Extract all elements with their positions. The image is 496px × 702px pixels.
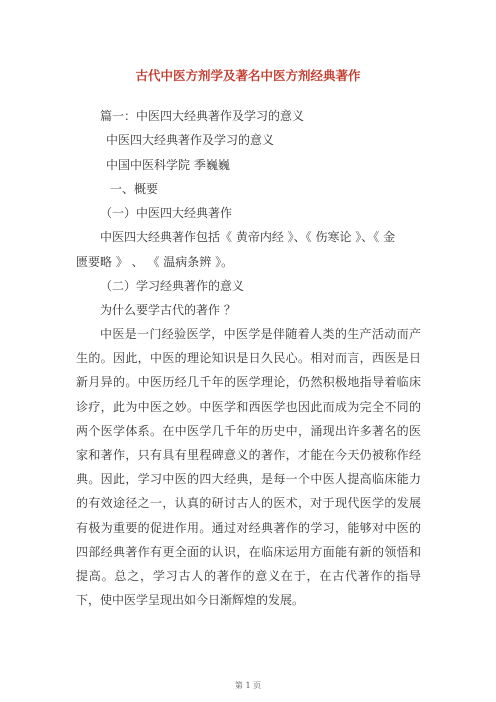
- section-heading: 一、概要: [110, 182, 159, 196]
- subsection-heading: （二）学习经典著作的意义: [100, 279, 245, 293]
- article-title: 中医四大经典著作及学习的意义: [106, 133, 275, 147]
- chapter-heading: 篇一：中医四大经典著作及学习的意义: [100, 109, 305, 123]
- author-line: 中国中医科学院 季巍巍: [106, 158, 230, 172]
- body-paragraph: 中医是一门经验医学，中医学是伴随着人类的生产活动而产生的。因此，中医的理论知识是日久民心。相对而言，西医是日新月异的。中医历经几千年的医学理论，仍然积极地指导着临床诊疗，此为中医之妙。中医学和西医学也因此而成为完全不同的两个医学体系。在中医学几千年的历史中，涌现出许多著名的医家和著作，只有具有里程碑意义的著作，才能在今天仍被称作经典。因此，学习中医的四大经典，是每一个中医人提高临床能力的有效途径之一，认真的研讨古人的医术，对于现代医学的发展有极为重要的促进作用。通过对经典著作的学习，能够对中医的四部经典著作有更全面的认识，在临床运用方面能有新的领悟和提高。总之，学习古人的著作的意义在于，在古代著作的指导下，使中医学呈现出如今日渐辉煌的发展。: [76, 327, 421, 608]
- body-line: 匮要略 》 、 《 温病条辨 》。: [76, 255, 234, 269]
- question-line: 为什么要学古代的著作 ？: [100, 303, 236, 317]
- document-title: 古代中医方剂学及著名中医方剂经典著作: [135, 68, 361, 83]
- body-line: 中医四大经典著作包括《 黄帝内经 》、《 伤寒论 》、《 金: [100, 230, 396, 244]
- subsection-heading: （一）中医四大经典著作: [100, 206, 233, 220]
- page-number: 第 1 页: [234, 681, 262, 690]
